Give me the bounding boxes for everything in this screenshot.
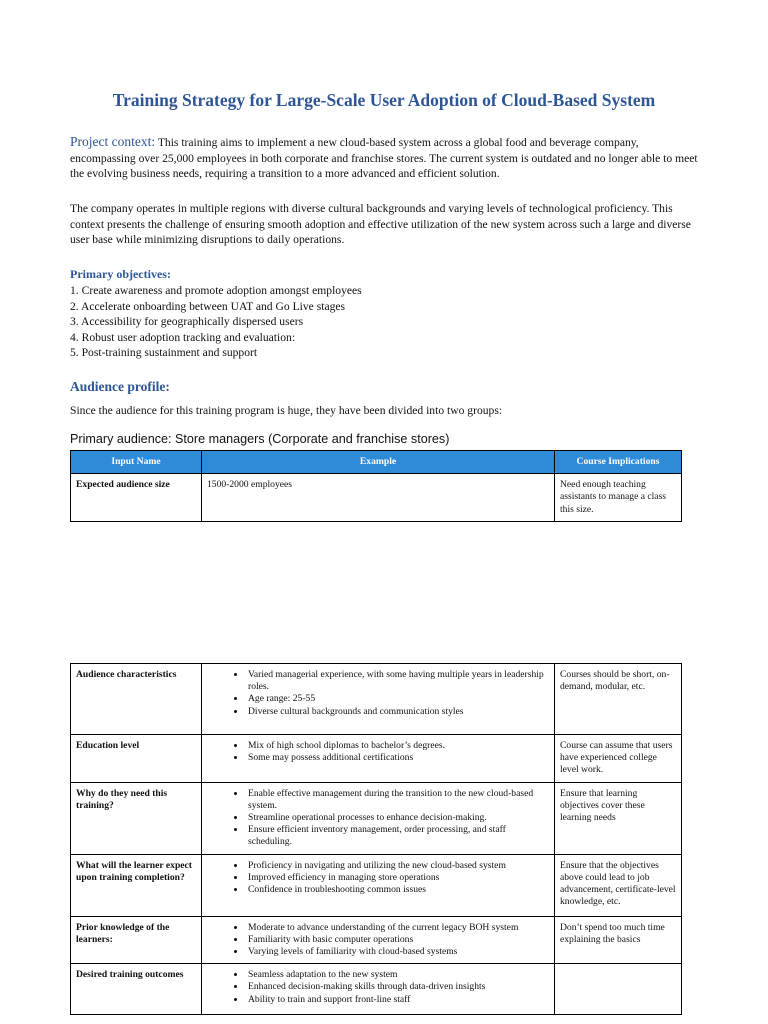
row-label: Expected audience size bbox=[71, 474, 202, 522]
row-implication: Course can assume that users have experienced college level work. bbox=[555, 735, 682, 783]
row-example bbox=[202, 964, 555, 1015]
row-example bbox=[202, 782, 555, 854]
audience-table-part-2 bbox=[70, 663, 682, 1015]
row-example bbox=[202, 854, 555, 916]
project-context-label: Project context: bbox=[70, 134, 156, 149]
bullet-list bbox=[207, 969, 549, 1006]
objective-item: 2. Accelerate onboarding between UAT and Go Live stages bbox=[70, 299, 346, 313]
bullet-item: • Streamline operational processes to enhance decision-making. bbox=[246, 812, 549, 824]
audience-intro: Since the audience for this training program is huge, they have been divided into two groups: bbox=[70, 404, 503, 417]
row-label: What will the learner expect upon training completion? bbox=[71, 854, 202, 916]
table-row bbox=[71, 474, 682, 522]
objective-item: 4. Robust user adoption tracking and evaluation: bbox=[70, 330, 296, 344]
row-label: Desired training outcomes bbox=[71, 964, 202, 1015]
column-header-example: Example bbox=[202, 451, 555, 474]
table-row bbox=[71, 735, 682, 783]
row-implication: Ensure that the objectives above could lead to job advancement, certificate-level knowledge, etc. bbox=[555, 854, 682, 916]
column-header-input-name: Input Name bbox=[71, 451, 202, 474]
audience-profile-heading: Audience profile: bbox=[70, 379, 170, 394]
bullet-list bbox=[207, 788, 549, 849]
company-context-paragraph: The company operates in multiple regions with diverse cultural backgrounds and varying levels of technological proficiency. This context presents the challenge of ensuring smooth adoption and effective utilization of the new system across such a large and diverse user base while minimizing disruptions to daily operations. bbox=[70, 202, 691, 246]
row-label: Prior knowledge of the learners: bbox=[71, 916, 202, 964]
bullet-list bbox=[207, 669, 549, 718]
table-row bbox=[71, 782, 682, 854]
bullet-item: • Seamless adaptation to the new system bbox=[246, 969, 549, 981]
row-implication bbox=[555, 964, 682, 1015]
table-row bbox=[71, 964, 682, 1015]
bullet-item: • Moderate to advance understanding of the current legacy BOH system bbox=[246, 922, 549, 934]
bullet-item: • Proficiency in navigating and utilizing the new cloud-based system bbox=[246, 860, 549, 872]
project-context-paragraph bbox=[70, 134, 698, 182]
objective-item: 5. Post-training sustainment and support bbox=[70, 346, 258, 360]
bullet-list bbox=[207, 860, 549, 897]
bullet-item: • Diverse cultural backgrounds and communication styles bbox=[246, 706, 549, 718]
document-title: Training Strategy for Large-Scale User Adoption of Cloud-Based System bbox=[112, 90, 656, 110]
primary-audience-heading: Primary audience: Store managers (Corporate and franchise stores) bbox=[70, 432, 450, 446]
row-implication: Don’t spend too much time explaining the basics bbox=[555, 916, 682, 964]
bullet-item: • Enable effective management during the transition to the new cloud-based system. bbox=[246, 788, 549, 812]
row-implication: Need enough teaching assistants to manage a class this size. bbox=[555, 474, 682, 522]
table-row bbox=[71, 854, 682, 916]
bullet-item: • Enhanced decision-making skills through data-driven insights bbox=[246, 981, 549, 993]
row-example: 1500-2000 employees bbox=[202, 474, 555, 522]
bullet-item: • Age range: 25-55 bbox=[246, 693, 549, 705]
objective-item: 1. Create awareness and promote adoption amongst employees bbox=[70, 284, 362, 297]
row-example bbox=[202, 735, 555, 783]
row-label: Education level bbox=[71, 735, 202, 783]
row-label: Audience characteristics bbox=[71, 664, 202, 735]
objective-item: 3. Accessibility for geographically dispersed users bbox=[70, 315, 304, 329]
bullet-item: • Mix of high school diplomas to bachelor’s degrees. bbox=[246, 740, 549, 752]
bullet-item: • Ability to train and support front-line staff bbox=[246, 994, 549, 1006]
bullet-item: • Some may possess additional certifications bbox=[246, 752, 549, 764]
column-header-course-implications: Course Implications bbox=[555, 451, 682, 474]
bullet-item: • Varying levels of familiarity with cloud-based systems bbox=[246, 946, 549, 958]
table-header-row bbox=[71, 451, 682, 474]
row-implication: Courses should be short, on-demand, modular, etc. bbox=[555, 664, 682, 735]
bullet-item: • Confidence in troubleshooting common issues bbox=[246, 884, 549, 896]
bullet-item: • Varied managerial experience, with some having multiple years in leadership roles. bbox=[246, 669, 549, 693]
bullet-item: • Ensure efficient inventory management, order processing, and staff scheduling. bbox=[246, 824, 549, 848]
table-row bbox=[71, 916, 682, 964]
row-implication: Ensure that learning objectives cover these learning needs bbox=[555, 782, 682, 854]
bullet-list bbox=[207, 740, 549, 764]
bullet-item: • Improved efficiency in managing store operations bbox=[246, 872, 549, 884]
table-row bbox=[71, 664, 682, 735]
bullet-item: • Familiarity with basic computer operations bbox=[246, 934, 549, 946]
row-example bbox=[202, 916, 555, 964]
objectives-list bbox=[70, 283, 362, 361]
project-context-text: This training aims to implement a new cloud-based system across a global food and beverage company, encompassing over 25,000 employees in both corporate and franchise stores. The current system is outdated and no longer able to meet the evolving business needs, requiring a transition to a more advanced and efficient solution. bbox=[70, 136, 698, 180]
row-example bbox=[202, 664, 555, 735]
objectives-heading: Primary objectives: bbox=[70, 267, 171, 281]
audience-table-part-1 bbox=[70, 450, 682, 522]
bullet-list bbox=[207, 922, 549, 959]
row-label: Why do they need this training? bbox=[71, 782, 202, 854]
